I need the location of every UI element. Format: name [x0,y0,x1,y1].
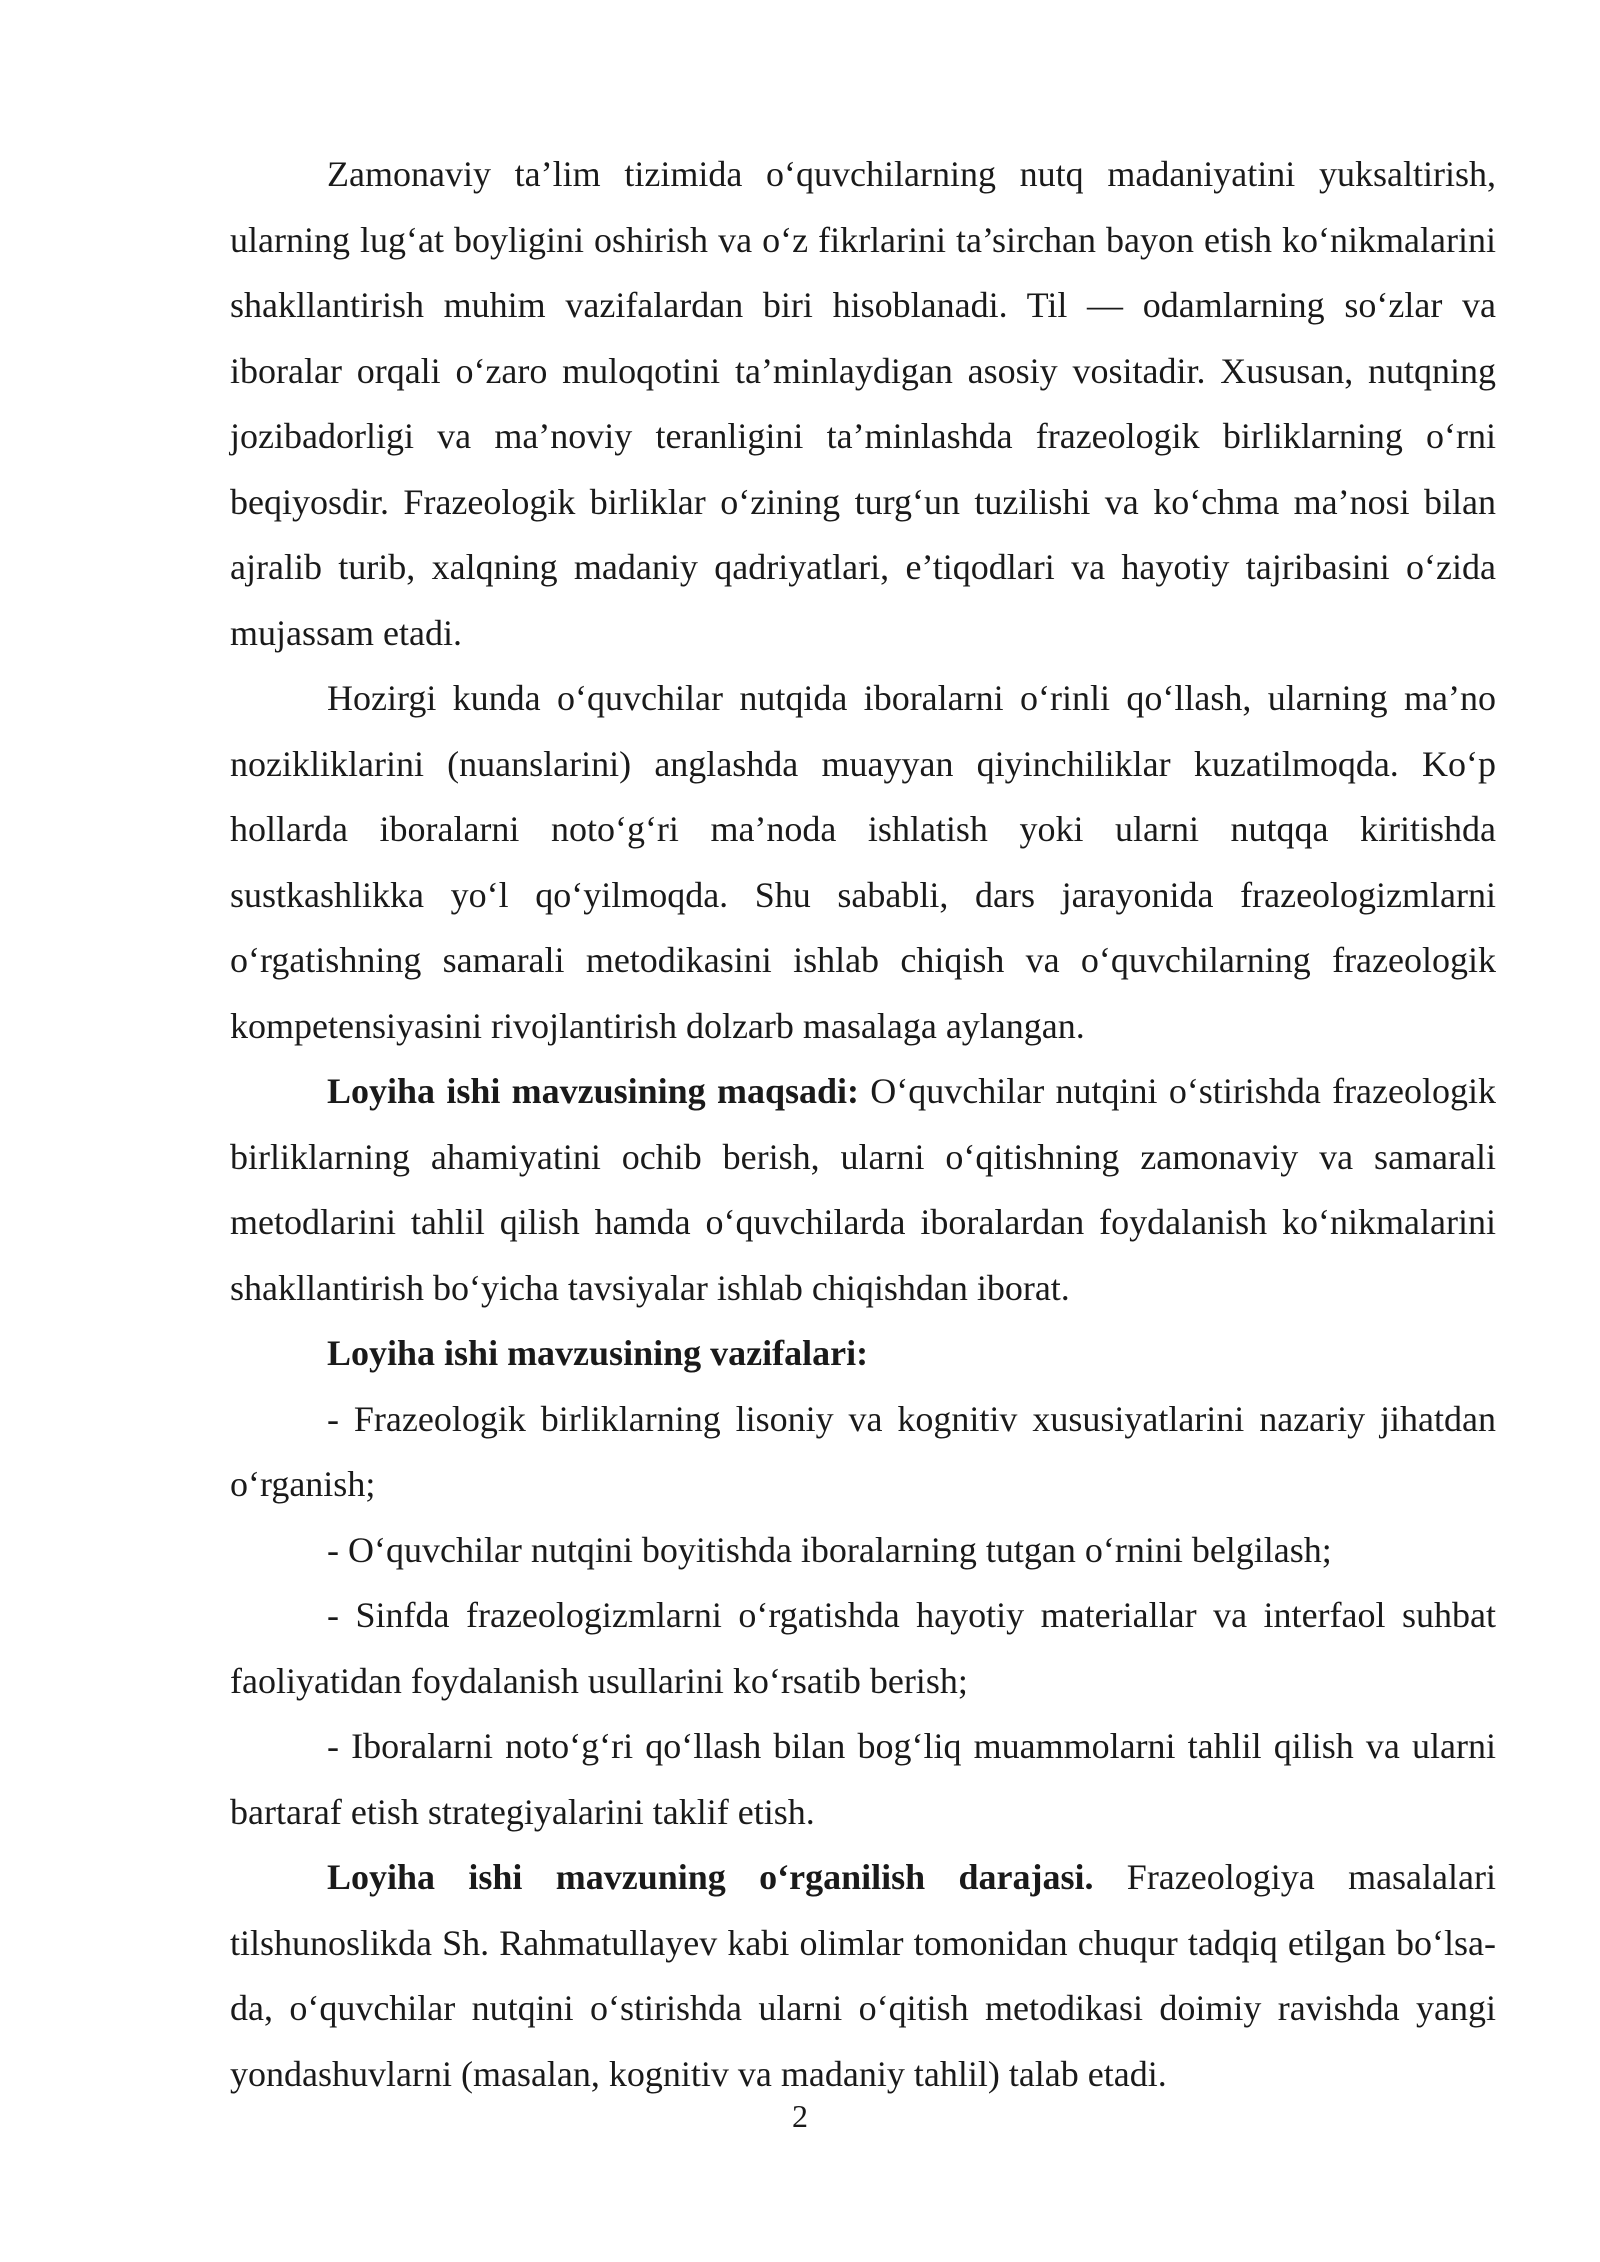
project-goal-text: O‘quvchilar nutqini o‘stirishda frazeologik birliklarning ahamiyatini ochib berish, ularni o‘qitishning zamonaviy va samarali metodlarini tahlil qilish hamda o‘quvchilarda iboralardan foydalanish ko‘nikmalarini shakllantirish bo‘yicha tavsiyalar ishlab chiqishdan iborat. [230,1071,1496,1308]
research-level-text: Frazeologiya masalalari tilshunoslikda Sh. Rahmatullayev kabi olimlar tomonidan chuqur tadqiq etilgan bo‘lsa-da, o‘quvchilar nutqini o‘stirishda ularni o‘qitish metodikasi doimiy ravishda yangi yondashuvlarni (masalan, kognitiv va madaniy tahlil) talab etadi. [230,1857,1496,2094]
task-item-1: - Frazeologik birliklarning lisoniy va kognitiv xususiyatlarini nazariy jihatdan o‘rganish; [230,1398,1496,1504]
task-item-3: - Sinfda frazeologizmlarni o‘rgatishda hayotiy materiallar va interfaol suhbat faoliyatidan foydalanish usullarini ko‘rsatib berish; [230,1595,1496,1701]
page-number: 2 [792,2098,808,2134]
task-item-4: - Iboralarni noto‘g‘ri qo‘llash bilan bog‘liq muammolarni tahlil qilish va ularni bartaraf etish strategiyalarini taklif etish. [230,1726,1496,1832]
project-goal-heading: Loyiha ishi mavzusining maqsadi: [327,1071,860,1111]
paragraph-project-tasks-heading [230,1321,1496,1387]
paragraph-current-problems: Hozirgi kunda o‘quvchilar nutqida iboralarni o‘rinli qo‘llash, ularning ma’no nozikliklarini (nuanslarini) anglashda muayyan qiyinchiliklar kuzatilmoqda. Ko‘p hollarda iboralarni noto‘g‘ri ma’noda ishlatish yoki ularni nutqqa kiritishda sustkashlikka yo‘l qo‘yilmoqda. Shu sababli, dars jarayonida frazeologizmlarni o‘rgatishning samarali metodikasini ishlab chiqish va o‘quvchilarning frazeologik kompetensiyasini rivojlantirish dolzarb masalaga aylangan. [230,678,1496,1046]
document-body [230,142,1496,2107]
paragraph-research-level [230,1845,1496,2107]
research-level-heading: Loyiha ishi mavzuning o‘rganilish darajasi. [327,1857,1094,1897]
task-item-2: - O‘quvchilar nutqini boyitishda iboralarning tutgan o‘rnini belgilash; [327,1529,1332,1570]
paragraph-project-goal [230,1059,1496,1321]
paragraph-introduction: Zamonaviy ta’lim tizimida o‘quvchilarning nutq madaniyatini yuksaltirish, ularning lug‘at boyligini oshirish va o‘z fikrlarini ta’sirchan bayon etish ko‘nikmalarini shakllantirish muhim vazifalardan biri hisoblanadi. Til — odamlarning so‘zlar va iboralar orqali o‘zaro muloqotini ta’minlaydigan asosiy vositadir. Xususan, nutqning jozibadorligi va ma’noviy teranligini ta’minlashda frazeologik birliklarning o‘rni beqiyosdir. Frazeologik birliklar o‘zining turg‘un tuzilishi va ko‘chma ma’nosi bilan ajralib turib, xalqning madaniy qadriyatlari, e’tiqodlari va hayotiy tajribasini o‘zida mujassam etadi. [230,154,1496,653]
project-tasks-heading: Loyiha ishi mavzusining vazifalari: [327,1333,869,1373]
